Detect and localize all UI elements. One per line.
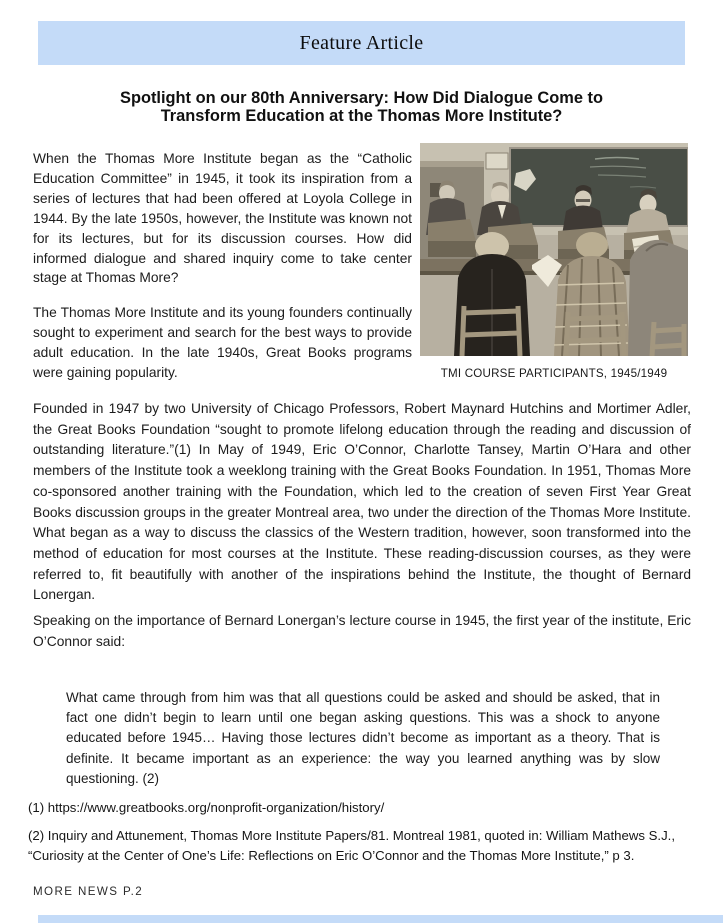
footer-bar <box>38 915 723 923</box>
lede-column <box>33 149 412 383</box>
paragraph-1: When the Thomas More Institute began as the “Catholic Education Committee” in 1945, it took its inspiration from a series of lectures that had been offered at Loyola College in 1944. By the late 1950s, however, the Institute was known not for its lectures, but for its discussion courses. How did informed dialogue and shared inquiry come to take center stage at Thomas More? <box>33 151 412 286</box>
paragraph-4: Speaking on the importance of Bernard Lonergan’s lecture course in 1945, the first year of the institute, Eric O’Connor said: <box>33 613 691 649</box>
classroom-photo <box>420 143 688 356</box>
more-news-label: MORE NEWS P.2 <box>33 885 144 898</box>
article-title <box>40 90 683 125</box>
footnote-1: (1) https://www.greatbooks.org/nonprofit-organization/history/ <box>28 800 385 815</box>
footnote-2: (2) Inquiry and Attunement, Thomas More Institute Papers/81. Montreal 1981, quoted in: William Mathews S.J., “Curiosity at the Center of One’s Life: Reflections on Eric O’Connor and the Thomas More Institute,” p 3. <box>28 828 675 863</box>
article-title-line1: Spotlight on our 80th Anniversary: How Did Dialogue Come to <box>120 89 603 107</box>
article-title-line2: Transform Education at the Thomas More Institute? <box>160 106 563 125</box>
paragraph-3: Founded in 1947 by two University of Chicago Professors, Robert Maynard Hutchins and Mortimer Adler, the Great Books Foundation “sought to promote lifelong education through the reading and discussion of outstanding literature.”(1) In May of 1949, Eric O’Connor, Charlotte Tansey, Martin O’Hara and other members of the Institute took a weeklong training with the Great Books Foundation. In 1951, Thomas More co-sponsored another training with the Foundation, which led to the creation of seven First Year Great Books discussion groups in the greater Montreal area, two under the direction of the Thomas More Institute. What began as a way to discuss the classics of the Western tradition, however, soon transformed into the method of education for most courses at the Institute. These reading-discussion courses, as they were referred to, fit beautifully with another of the inspirations behind the Institute, the thought of Bernard Lonergan. <box>33 401 691 603</box>
oconnor-quote: What came through from him was that all questions could be asked and should be asked, that in fact one didn’t begin to learn until one began asking questions. This was a shock to anyone educated before 1945… Having those lectures didn’t become as important as a theory. That is definite. It became important as an experience: the way you learned anything was by slow questioning. (2) <box>66 690 660 786</box>
banner-title: Feature Article <box>299 31 424 54</box>
photo-caption: TMI COURSE PARTICIPANTS, 1945/1949 <box>440 367 668 380</box>
paragraph-2: The Thomas More Institute and its young founders continually sought to experiment and search for the best ways to provide adult education. In the late 1940s, Great Books programs were gaining popularity. <box>33 305 412 381</box>
feature-article-banner <box>38 21 685 65</box>
photo-figure <box>420 143 688 380</box>
